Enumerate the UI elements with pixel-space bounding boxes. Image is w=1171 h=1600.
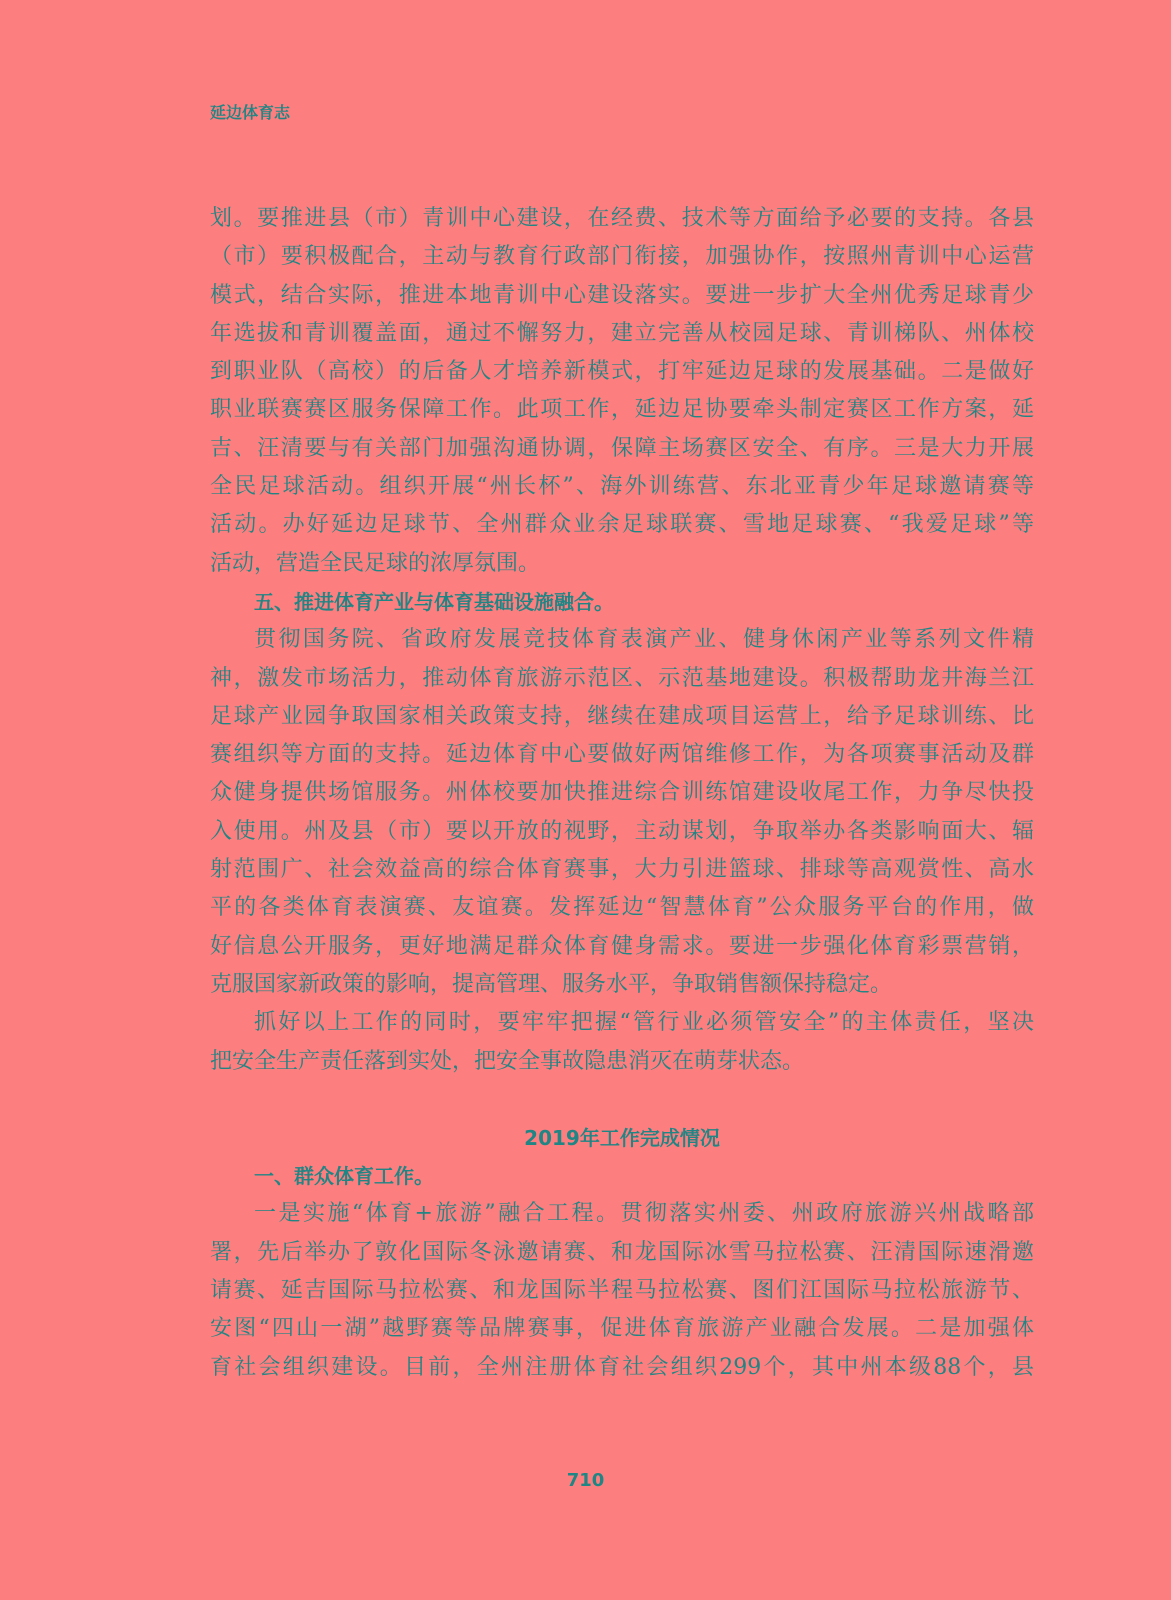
text-line: 请赛、延吉国际马拉松赛、和龙国际半程马拉松赛、图们江国际马拉松旅游节、 (210, 1278, 1034, 1304)
text-line: （市）要积极配合，主动与教育行政部门衔接，加强协作，按照州青训中心运营 (210, 244, 1034, 270)
text-line: 署，先后举办了敦化国际冬泳邀请赛、和龙国际冰雪马拉松赛、汪清国际速滑邀 (210, 1239, 1034, 1265)
text-line: 好信息公开服务，更好地满足群众体育健身需求。要进一步强化体育彩票营销， (210, 933, 1034, 959)
text-line: 抓好以上工作的同时，要牢牢把握“管行业必须管安全”的主体责任，坚决 (254, 1010, 1034, 1036)
text-line: 克服国家新政策的影响，提高管理、服务水平，争取销售额保持稳定。 (210, 971, 893, 997)
text-line: 全民足球活动。组织开展“州长杯”、海外训练营、东北亚青少年足球邀请赛等 (210, 474, 1034, 500)
text-line: 划。要推进县（市）青训中心建设，在经费、技术等方面给予必要的支持。各县 (210, 206, 1034, 231)
text-line: 入使用。州及县（市）要以开放的视野，主动谋划，争取举办各类影响面大、辐 (210, 818, 1034, 844)
page-body (210, 200, 1034, 1387)
text-line: 活动。办好延边足球节、全州群众业余足球联赛、雪地足球赛、“我爱足球”等 (210, 512, 1034, 538)
heading-one-mass-sports: 一、群众体育工作。 (254, 1164, 434, 1189)
page-number: 710 (566, 1470, 605, 1491)
paragraph-safety (210, 1004, 1034, 1081)
text-line: 众健身提供场馆服务。州体校要加快推进综合训练馆建设收尾工作，力争尽快投 (210, 780, 1034, 806)
text-line: 一是实施“体育+旅游”融合工程。贯彻落实州委、州政府旅游兴州战略部 (254, 1201, 1034, 1227)
paragraph-football-continued (210, 200, 1034, 583)
text-line: 职业联赛赛区服务保障工作。此项工作，延边足协要牵头制定赛区工作方案，延 (210, 397, 1034, 423)
text-line: 赛组织等方面的支持。延边体育中心要做好两馆维修工作，为各项赛事活动及群 (210, 742, 1034, 768)
paragraph-sports-tourism (210, 1195, 1034, 1386)
section-spacer (210, 1081, 1034, 1119)
text-line: 贯彻国务院、省政府发展竞技体育表演产业、健身休闲产业等系列文件精 (254, 627, 1034, 653)
text-line: 神，激发市场活力，推动体育旅游示范区、示范基地建设。积极帮助龙井海兰江 (210, 665, 1034, 691)
text-line: 射范围广、社会效益高的综合体育赛事，大力引进篮球、排球等高观赏性、高水 (210, 857, 1034, 883)
text-line: 到职业队（高校）的后备人才培养新模式，打牢延边足球的发展基础。二是做好 (210, 359, 1034, 385)
text-line: 安图“四山一湖”越野赛等品牌赛事，促进体育旅游产业融合发展。二是加强体 (210, 1316, 1034, 1342)
heading-five-industry-integration: 五、推进体育产业与体育基础设施融合。 (254, 589, 614, 614)
text-line: 把安全生产责任落到实处，把安全事故隐患消灭在萌芽状态。 (210, 1048, 805, 1074)
running-header-book-title: 延边体育志 (210, 103, 291, 122)
text-line: 模式，结合实际，推进本地青训中心建设落实。要进一步扩大全州优秀足球青少 (210, 282, 1034, 308)
paragraph-sports-industry (210, 621, 1034, 1004)
text-line: 吉、汪清要与有关部门加强沟通协调，保障主场赛区安全、有序。三是大力开展 (210, 435, 1034, 461)
section-title-2019-summary: 2019年工作完成情况 (524, 1125, 720, 1150)
text-line: 平的各类体育表演赛、友谊赛。发挥延边“智慧体育”公众服务平台的作用，做 (210, 895, 1034, 921)
text-line: 足球产业园争取国家相关政策支持，继续在建成项目运营上，给予足球训练、比 (210, 703, 1034, 729)
text-line: 年选拔和青训覆盖面，通过不懈努力，建立完善从校园足球、青训梯队、州体校 (210, 320, 1034, 346)
text-line: 活动，营造全民足球的浓厚氛围。 (210, 550, 541, 576)
text-line: 育社会组织建设。目前，全州注册体育社会组织299个，其中州本级88个，县 (210, 1354, 1034, 1380)
